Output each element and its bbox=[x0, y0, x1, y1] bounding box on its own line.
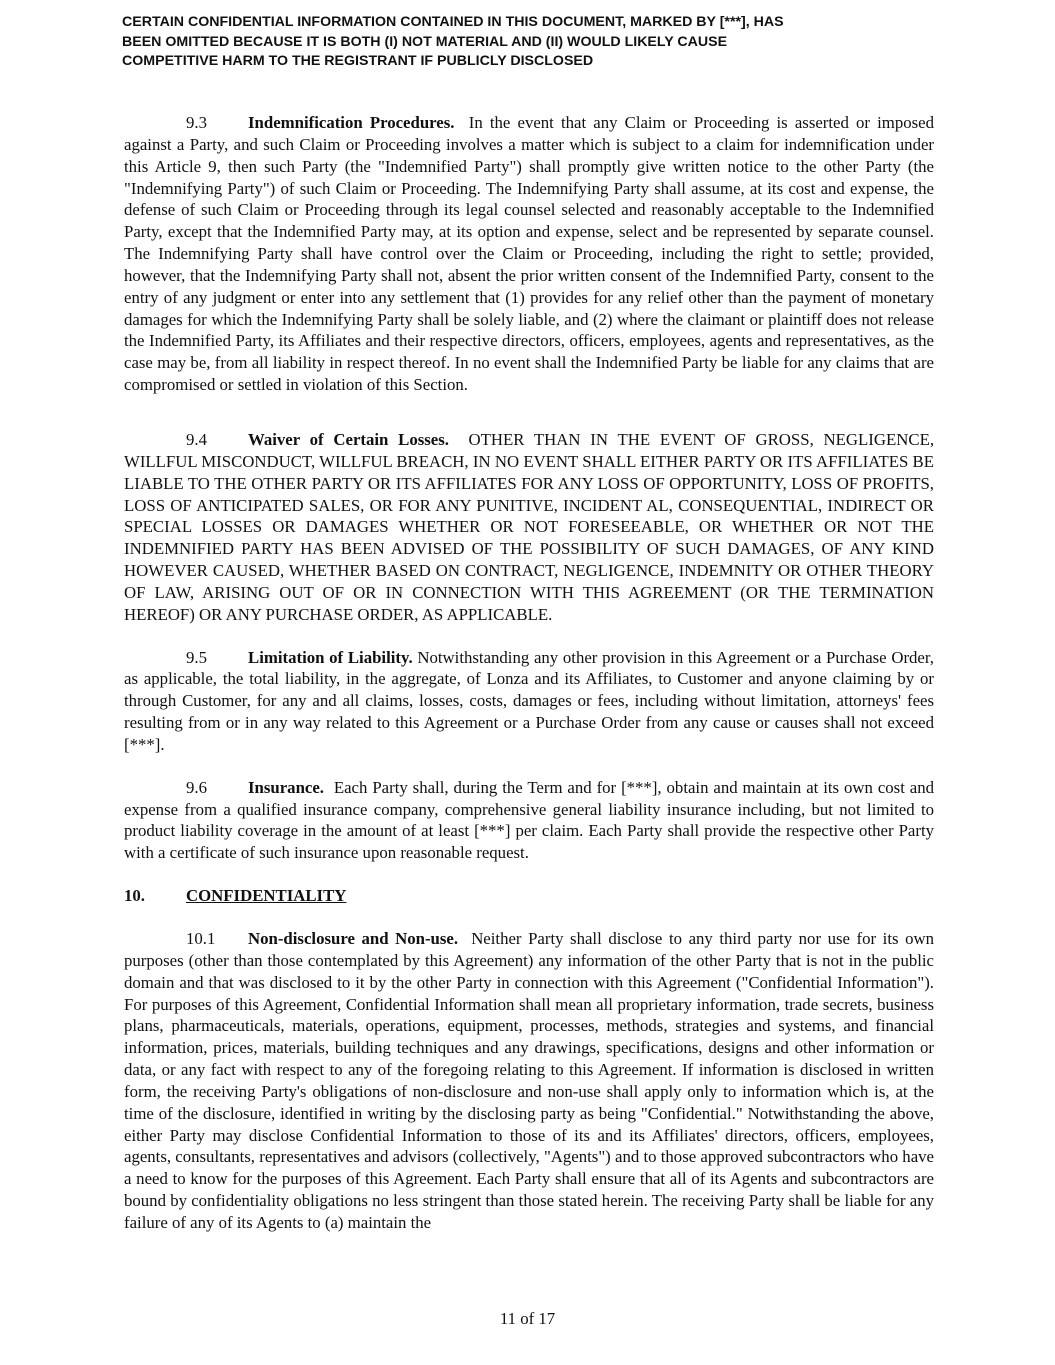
section-9-3 bbox=[124, 112, 934, 396]
article-number: 10. bbox=[124, 886, 145, 906]
section-text: Neither Party shall disclose to any third party nor use for its own purposes (other than those contemplated by this Agreement) any information of the other Party that is not in the public domain and that was disclosed to it by the other Party in connection with this Agreement ("Confidential Information"). For purposes of this Agreement, Confidential Information shall mean all proprietary information, trade secrets, business plans, pharmaceuticals, materials, operations, equipment, processes, methods, strategies and systems, and financial information, prices, materials, building techniques and any drawings, specifications, designs and other information or data, or any fact with respect to any of the foregoing relating to this Agreement. If information is disclosed in written form, the receiving Party's obligations of non-disclosure and non-use shall apply only to information which is, at the time of the disclosure, identified in writing by the disclosing party as being "Confidential." Notwithstanding the above, either Party may disclose Confidential Information to those of its and its Affiliates' directors, officers, employees, agents, consultants, representatives and advisors (collectively, "Agents") and to those approved subcontractors who have a need to know for the purposes of this Agreement. Each Party shall ensure that all of its Agents and subcontractors are bound by confidentiality obligations no less stringent than those stated herein. The receiving Party shall be liable for any failure of any of its Agents to (a) maintain the bbox=[124, 929, 934, 1232]
section-title: Waiver of Certain Losses. bbox=[248, 429, 449, 449]
document-body bbox=[124, 112, 934, 1234]
section-title: Insurance. bbox=[248, 777, 324, 797]
article-10-heading bbox=[124, 885, 934, 907]
page-number: 11 of 17 bbox=[499, 1309, 556, 1328]
section-title: Limitation of Liability. bbox=[248, 647, 413, 667]
section-number: 9.5 bbox=[186, 647, 207, 667]
section-9-4 bbox=[124, 429, 934, 626]
article-title: CONFIDENTIALITY bbox=[186, 886, 347, 906]
section-title: Indemnification Procedures. bbox=[248, 113, 455, 132]
section-number: 10.1 bbox=[186, 929, 216, 948]
section-number: 9.3 bbox=[186, 113, 207, 132]
section-text: In the event that any Claim or Proceeding is asserted or imposed against a Party, and such Claim or Proceeding involves a matter which is subject to a claim for indemnification under this Article 9, then such Party (the "Indemnified Party") shall promptly give written notice to the other Party (the "Indemnifying Party") of such Claim or Proceeding. The Indemnifying Party shall assume, at its cost and expense, the defense of such Claim or Proceeding through its legal counsel selected and reasonably acceptable to the Indemnified Party, except that the Indemnified Party may, at its option and expense, select and be represented by separate counsel. The Indemnifying Party shall have control over the Claim or Proceeding, including the right to settle; provided, however, that the Indemnifying Party shall not, absent the prior written consent of the Indemnified Party, consent to the entry of any judgment or enter into any settlement that (1) provides for any relief other than the payment of monetary damages for which the Indemnifying Party shall be solely liable, and (2) where the claimant or plaintiff does not release the Indemnified Party, its Affiliates and their respective directors, officers, employees, agents and representatives, as the case may be, from all liability in respect thereof. In no event shall the Indemnified Party be liable for any claims that are compromised or settled in violation of this Section. bbox=[124, 113, 934, 395]
section-9-6 bbox=[124, 777, 934, 864]
confidentiality-notice-header bbox=[122, 13, 922, 72]
section-title: Non-disclosure and Non-use. bbox=[248, 929, 459, 948]
section-text: OTHER THAN IN THE EVENT OF GROSS, NEGLIGENCE, WILLFUL MISCONDUCT, WILLFUL BREACH, IN NO EVENT SHALL EITHER PARTY OR ITS AFFILIATES BE LIABLE TO THE OTHER PARTY OR ITS AFFILIATES FOR ANY LOSS OF OPPORTUNITY, LOSS OF PROFITS, LOSS OF ANTICIPATED SALES, OR FOR ANY PUNITIVE, INCIDENT AL, CONSEQUENTIAL, INDIRECT OR SPECIAL LOSSES OR DAMAGES WHETHER OR NOT FORESEEABLE, OR WHETHER OR NOT THE INDEMNIFIED PARTY HAS BEEN ADVISED OF THE POSSIBILITY OF SUCH DAMAGES, OF ANY KIND HOWEVER CAUSED, WHETHER BASED ON CONTRACT, NEGLIGENCE, INDEMNITY OR OTHER THEORY OF LAW, ARISING OUT OF OR IN CONNECTION WITH THIS AGREEMENT (OR THE TERMINATION HEREOF) OR ANY PURCHASE ORDER, AS APPLICABLE. bbox=[124, 429, 935, 624]
section-text: Notwithstanding any other provision in this Agreement or a Purchase Order, as applicable, the total liability, in the aggregate, of Lonza and its Affiliates, to Customer and anyone claiming by or through Customer, for any and all claims, losses, costs, damages or fees, including without limitation, attorneys' fees resulting from or in any way related to this Agreement or a Purchase Order from any cause or causes shall not exceed [***]. bbox=[124, 647, 934, 754]
header-line-3: COMPETITIVE HARM TO THE REGISTRANT IF PUBLICLY DISCLOSED bbox=[122, 53, 594, 69]
section-text: Each Party shall, during the Term and for [***], obtain and maintain at its own cost and expense from a qualified insurance company, comprehensive general liability insurance including, but not limited to product liability coverage in the amount of at least [***] per claim. Each Party shall provide the respective other Party with a certificate of such insurance upon reasonable request. bbox=[124, 777, 935, 863]
header-line-2: BEEN OMITTED BECAUSE IT IS BOTH (I) NOT MATERIAL AND (II) WOULD LIKELY CAUSE bbox=[122, 33, 728, 50]
header-line-1: CERTAIN CONFIDENTIAL INFORMATION CONTAINED IN THIS DOCUMENT, MARKED BY [***], HAS bbox=[122, 14, 784, 30]
section-10-1 bbox=[124, 928, 934, 1234]
section-number: 9.6 bbox=[186, 777, 207, 797]
section-9-5 bbox=[124, 647, 934, 756]
section-number: 9.4 bbox=[186, 429, 207, 449]
